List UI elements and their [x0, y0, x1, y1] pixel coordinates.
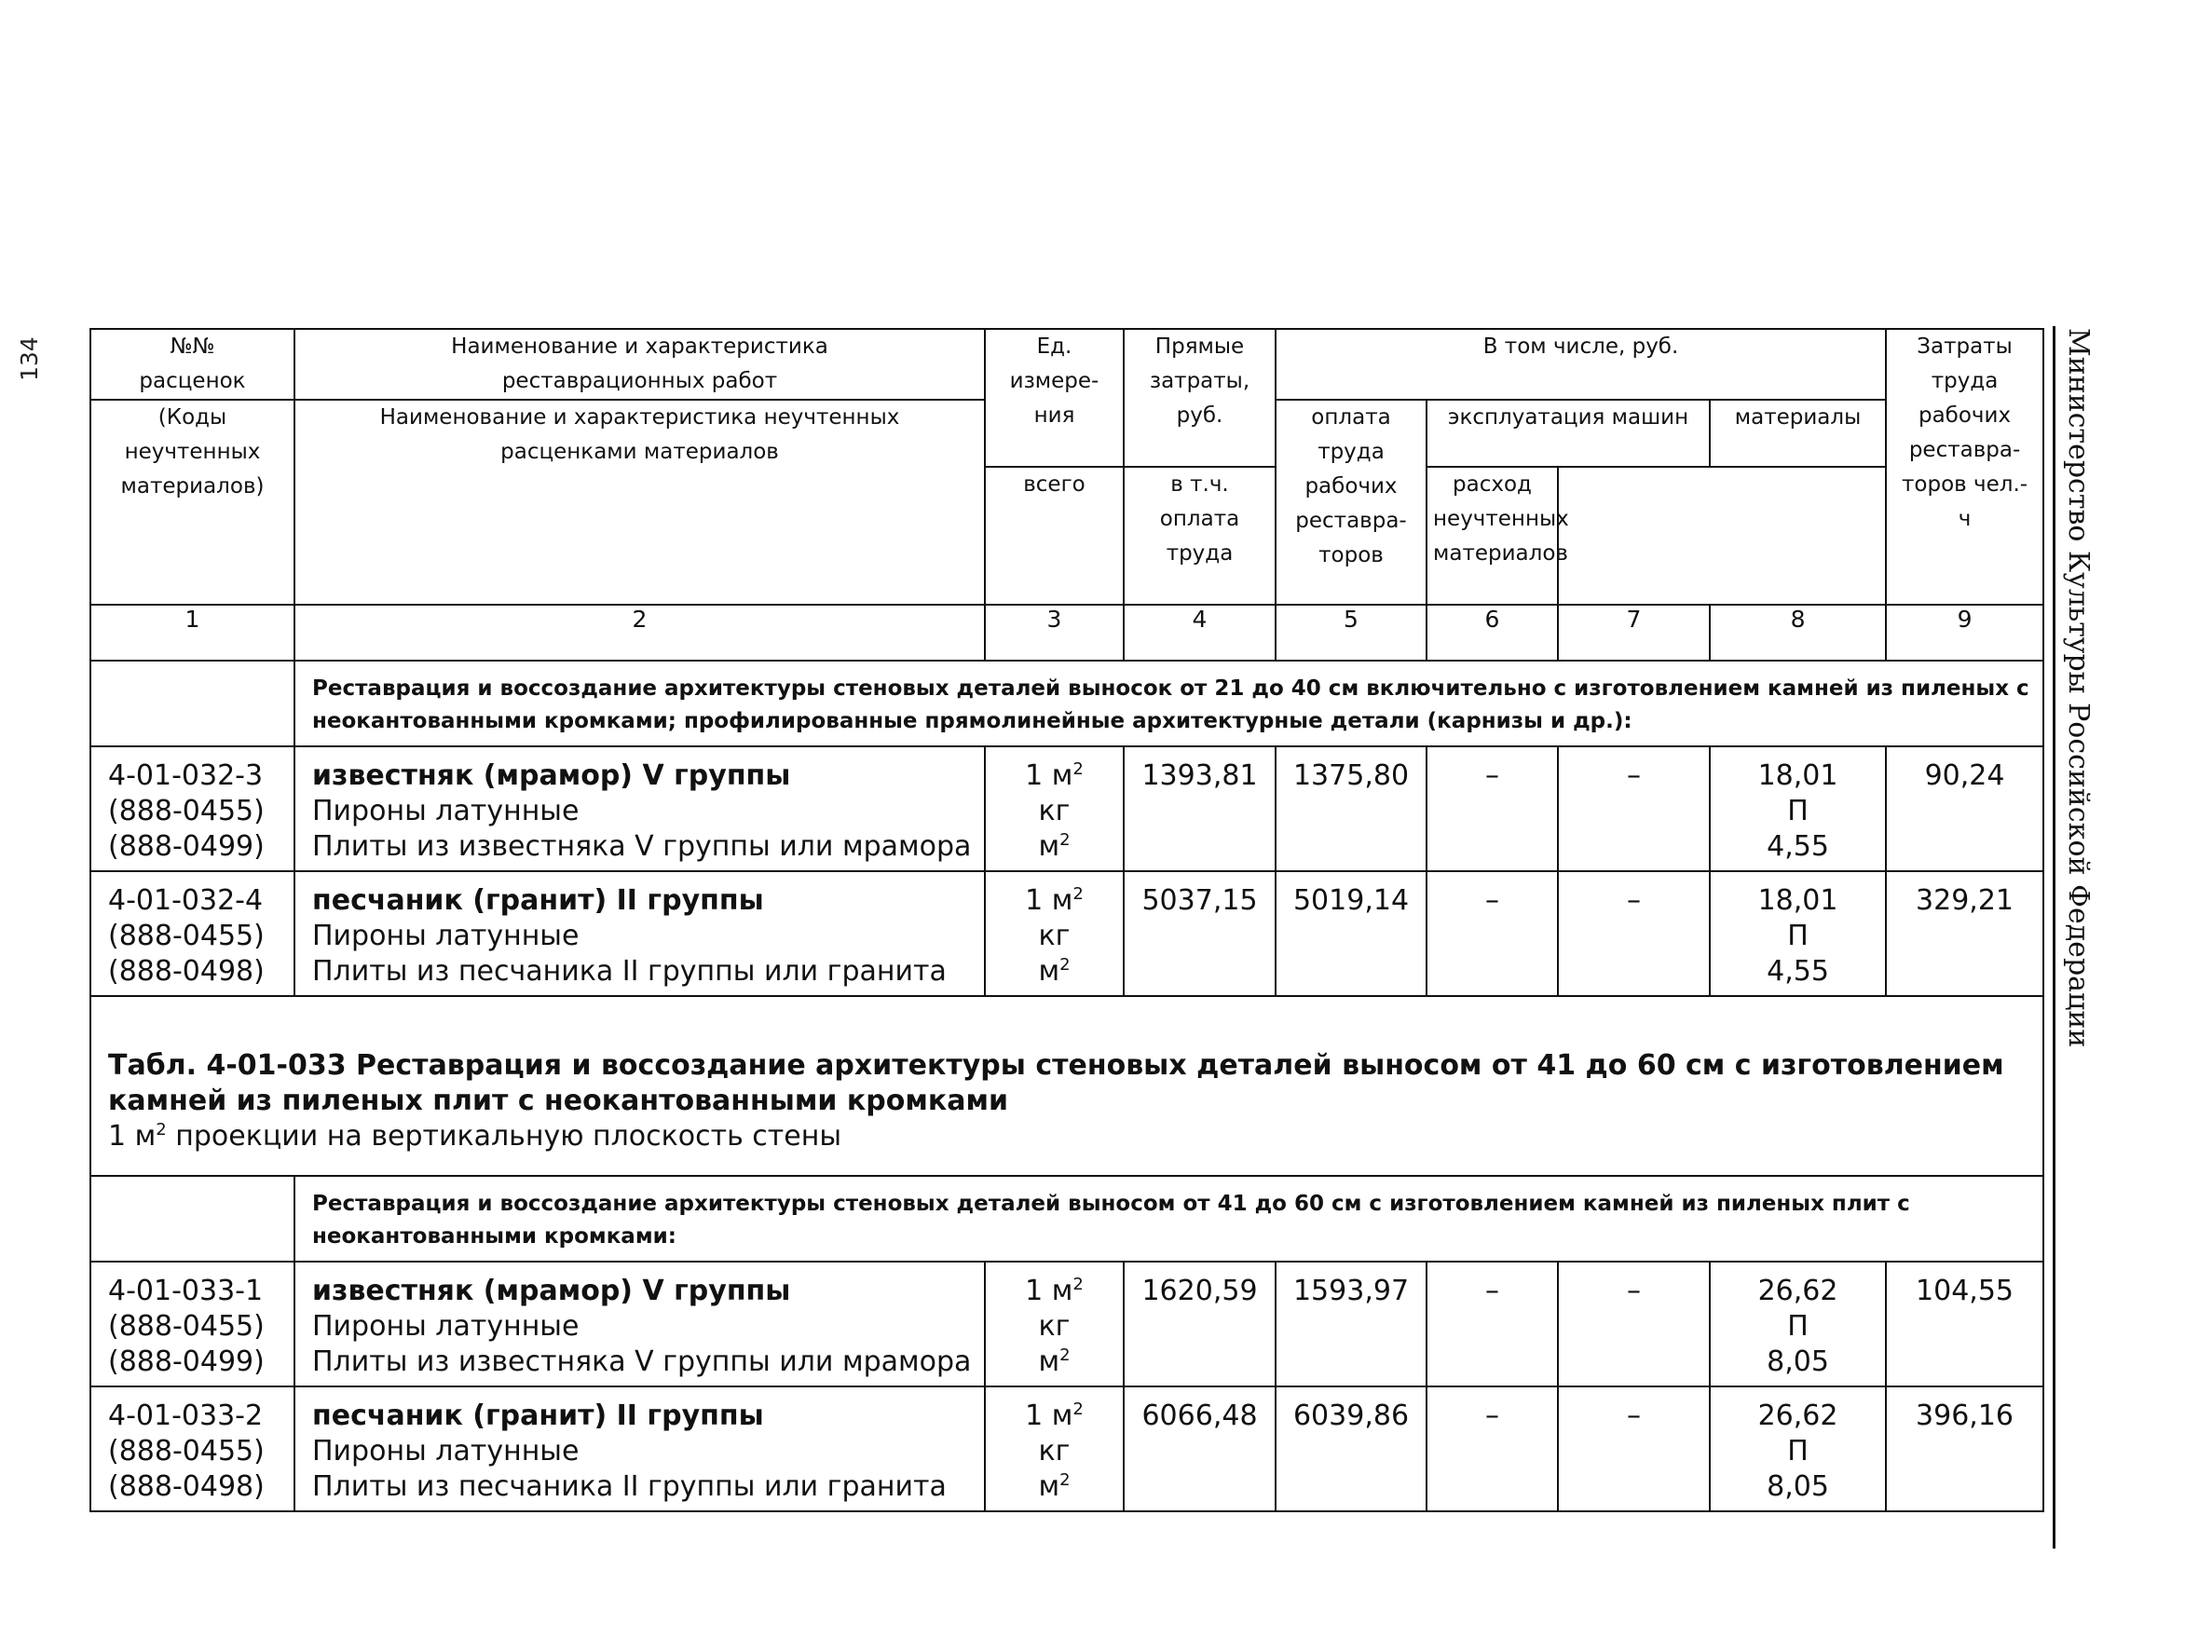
cell-hours: 329,21 — [1886, 871, 2043, 996]
unit-line — [986, 758, 1123, 794]
header-unit: Ед. измере-ния — [985, 329, 1124, 467]
rate-code-line-text: (888-0498) — [108, 1470, 265, 1503]
unit-line-text: м — [1038, 830, 1060, 863]
materials-line — [1711, 758, 1885, 794]
rate-units — [985, 746, 1124, 871]
rate-units — [985, 1386, 1124, 1511]
unit-line — [986, 829, 1123, 865]
superscript: 2 — [1072, 884, 1084, 904]
rate-name-line-text: Плиты из известняка V группы или мрамора — [312, 830, 972, 863]
rate-code-line — [108, 1469, 294, 1505]
rate-code-line-text: (888-0498) — [108, 955, 265, 988]
running-header: Министерство Культуры Российской Федерации — [2062, 328, 2095, 1048]
column-numbers-row — [90, 605, 2043, 661]
rate-names — [294, 871, 985, 996]
materials-line — [1711, 1469, 1885, 1505]
cell-labor: 5019,14 — [1276, 871, 1427, 996]
unit-line-text: кг — [1038, 920, 1071, 952]
rate-code-line-text: (888-0499) — [108, 830, 265, 863]
unit-line — [986, 919, 1123, 954]
column-number: 7 — [1558, 605, 1710, 661]
materials-line-text: 18,01 — [1757, 884, 1838, 917]
rate-name-line-text: Пироны латунные — [312, 1310, 580, 1343]
rate-name-line — [312, 758, 976, 794]
table-row — [90, 1262, 2043, 1386]
cell-direct: 5037,15 — [1124, 871, 1276, 996]
unit-line-text: кг — [1038, 795, 1071, 827]
header-name-bottom: Наименование и характеристика неучтенных расценками материалов — [294, 400, 985, 605]
section-row — [90, 1176, 2043, 1262]
rate-code-line-text: (888-0499) — [108, 1345, 265, 1378]
rate-name-line — [312, 1309, 976, 1345]
rate-name-line-text: Плиты из песчаника II группы или гранита — [312, 1470, 947, 1503]
column-number: 4 — [1124, 605, 1276, 661]
materials-line-text: 18,01 — [1757, 759, 1838, 792]
table-row — [90, 1386, 2043, 1511]
unit-line-text: 1 м — [1025, 884, 1073, 917]
rate-codes — [90, 1262, 294, 1386]
table-title-text: Табл. 4-01-033 Реставрация и воссоздание архитектуры стеновых деталей выносом от 41 до 60 см с изготовлением камней из пиленых плит с неокантованными кромками — [108, 1049, 2004, 1117]
unit-line-text: кг — [1038, 1310, 1071, 1343]
rate-name-line-text: песчаник (гранит) II группы — [312, 884, 764, 917]
rate-code-line-text: (888-0455) — [108, 795, 265, 827]
superscript: 2 — [1059, 1345, 1071, 1365]
section-row — [90, 661, 2043, 746]
unit-line — [986, 1469, 1123, 1505]
header-code-top: №№ расценок — [90, 329, 294, 400]
rate-name-line-text: Пироны латунные — [312, 920, 580, 952]
rate-name-line — [312, 954, 976, 990]
materials-line — [1711, 829, 1885, 865]
unit-line — [986, 1434, 1123, 1469]
cell-direct: 1393,81 — [1124, 746, 1276, 871]
header-machines-labor: в т.ч. оплата труда — [1124, 467, 1276, 605]
materials-line-text: П — [1787, 1310, 1809, 1343]
rate-code-line — [108, 829, 294, 865]
rate-name-line — [312, 829, 976, 865]
table-title — [90, 996, 2043, 1176]
header-direct-cost: Прямые затраты, руб. — [1124, 329, 1276, 467]
unit-line — [986, 954, 1123, 990]
cell-hours: 90,24 — [1886, 746, 2043, 871]
table-row — [90, 746, 2043, 871]
cell-labor: 1593,97 — [1276, 1262, 1427, 1386]
rate-code-line-text: (888-0455) — [108, 920, 265, 952]
rate-code-line — [108, 1274, 294, 1309]
rate-codes — [90, 1386, 294, 1511]
rate-materials — [1710, 1386, 1886, 1511]
rate-names — [294, 1386, 985, 1511]
cell-labor: 6039,86 — [1276, 1386, 1427, 1511]
rate-name-line — [312, 1469, 976, 1505]
unit-line — [986, 883, 1123, 919]
header-materials: материалы — [1710, 400, 1886, 467]
unit-line-text: м — [1038, 1345, 1060, 1378]
column-number: 2 — [294, 605, 985, 661]
materials-line-text: П — [1787, 920, 1809, 952]
unit-line-text: 1 м — [1025, 1399, 1073, 1432]
rate-code-line — [108, 954, 294, 990]
rate-name-line — [312, 883, 976, 919]
unit-line-text: м — [1038, 1470, 1060, 1503]
cell-machines-total: – — [1427, 871, 1558, 996]
cell-hours: 396,16 — [1886, 1386, 2043, 1511]
cell-machines-labor: – — [1558, 1262, 1710, 1386]
superscript: 2 — [156, 1120, 167, 1140]
cell-machines-labor: – — [1558, 871, 1710, 996]
rate-name-line — [312, 919, 976, 954]
unit-line — [986, 1399, 1123, 1434]
rate-name-line-text: Плиты из песчаника II группы или гранита — [312, 955, 947, 988]
materials-line-text: П — [1787, 795, 1809, 827]
rate-code-line — [108, 883, 294, 919]
rate-code-line — [108, 1309, 294, 1345]
materials-line — [1711, 954, 1885, 990]
rate-name-line — [312, 1345, 976, 1380]
rate-units — [985, 1262, 1124, 1386]
rate-units — [985, 871, 1124, 996]
materials-line-text: 8,05 — [1767, 1345, 1829, 1378]
section-heading: Реставрация и воссоздание архитектуры стеновых деталей выносом от 41 до 60 см с изготовлением камней из пиленых плит с неокантованными кромками: — [294, 1176, 2043, 1262]
rate-name-line-text: Пироны латунные — [312, 795, 580, 827]
materials-line — [1711, 1434, 1885, 1469]
materials-line — [1711, 1274, 1885, 1309]
table-subtitle — [108, 1119, 2024, 1154]
section-code-empty — [90, 661, 294, 746]
cell-labor: 1375,80 — [1276, 746, 1427, 871]
materials-line — [1711, 1345, 1885, 1380]
rate-code-line — [108, 1345, 294, 1380]
rate-code-line — [108, 758, 294, 794]
cell-machines-total: – — [1427, 746, 1558, 871]
table-row — [90, 871, 2043, 996]
rate-name-line-text: Пироны латунные — [312, 1435, 580, 1468]
cell-machines-labor: – — [1558, 1386, 1710, 1511]
superscript: 2 — [1072, 759, 1084, 779]
rate-code-line-text: 4-01-032-4 — [108, 884, 264, 917]
header-code-bottom: (Коды неучтенных материалов) — [90, 400, 294, 605]
unit-line-text: кг — [1038, 1435, 1071, 1468]
rate-name-line-text: известняк (мрамор) V группы — [312, 759, 791, 792]
column-number: 5 — [1276, 605, 1427, 661]
superscript: 2 — [1072, 1275, 1084, 1294]
superscript: 2 — [1059, 830, 1071, 850]
materials-line — [1711, 919, 1885, 954]
materials-line — [1711, 1399, 1885, 1434]
rate-name-line — [312, 1434, 976, 1469]
header-materials-consumption: расход неучтенных материалов — [1427, 467, 1558, 605]
rate-code-line — [108, 1399, 294, 1434]
header-labor-hours: Затраты труда рабочих реставра-торов чел.-ч — [1886, 329, 2043, 605]
rate-materials — [1710, 746, 1886, 871]
cell-direct: 1620,59 — [1124, 1262, 1276, 1386]
materials-line-text: 4,55 — [1767, 830, 1829, 863]
column-number: 8 — [1710, 605, 1886, 661]
header-machines: эксплуатация машин — [1427, 400, 1710, 467]
rate-name-line-text: Плиты из известняка V группы или мрамора — [312, 1345, 972, 1378]
rate-code-line-text: 4-01-032-3 — [108, 759, 264, 792]
rate-code-line-text: (888-0455) — [108, 1435, 265, 1468]
table-title-row — [90, 996, 2043, 1176]
materials-line-text: 26,62 — [1757, 1275, 1838, 1307]
materials-line — [1711, 1309, 1885, 1345]
materials-line-text: 26,62 — [1757, 1399, 1838, 1432]
rate-name-line-text: песчаник (гранит) II группы — [312, 1399, 764, 1432]
rate-name-line — [312, 1399, 976, 1434]
superscript: 2 — [1059, 1470, 1071, 1490]
rate-materials — [1710, 1262, 1886, 1386]
rate-codes — [90, 746, 294, 871]
column-number: 9 — [1886, 605, 2043, 661]
unit-line — [986, 794, 1123, 829]
column-number: 3 — [985, 605, 1124, 661]
rates-table — [89, 328, 2044, 1512]
column-number: 1 — [90, 605, 294, 661]
unit-line-text: 1 м — [1025, 1275, 1073, 1307]
cell-machines-labor: – — [1558, 746, 1710, 871]
header-row-1 — [90, 329, 2043, 400]
materials-line — [1711, 883, 1885, 919]
unit-line — [986, 1345, 1123, 1380]
header-including: В том числе, руб. — [1276, 329, 1886, 400]
rate-code-line-text: (888-0455) — [108, 1310, 265, 1343]
cell-direct: 6066,48 — [1124, 1386, 1276, 1511]
rate-code-line — [108, 919, 294, 954]
materials-line-text: 8,05 — [1767, 1470, 1829, 1503]
rate-names — [294, 746, 985, 871]
header-labor-cost: оплата труда рабочих реставра-торов — [1276, 400, 1427, 605]
superscript: 2 — [1059, 955, 1071, 975]
unit-line-text: м — [1038, 955, 1060, 988]
unit-line — [986, 1274, 1123, 1309]
subtitle-unit: 1 м — [108, 1120, 157, 1153]
header-name-top: Наименование и характеристика реставрационных работ — [294, 329, 985, 400]
column-number: 6 — [1427, 605, 1558, 661]
cell-machines-total: – — [1427, 1386, 1558, 1511]
rate-code-line-text: 4-01-033-1 — [108, 1275, 264, 1307]
rate-names — [294, 1262, 985, 1386]
materials-line-text: П — [1787, 1435, 1809, 1468]
cell-machines-total: – — [1427, 1262, 1558, 1386]
rate-name-line-text: известняк (мрамор) V группы — [312, 1275, 791, 1307]
rate-code-line — [108, 1434, 294, 1469]
cell-hours: 104,55 — [1886, 1262, 2043, 1386]
superscript: 2 — [1072, 1399, 1084, 1419]
rate-name-line — [312, 794, 976, 829]
rate-materials — [1710, 871, 1886, 996]
rate-code-line — [108, 794, 294, 829]
header-machines-total: всего — [985, 467, 1124, 605]
unit-line — [986, 1309, 1123, 1345]
rate-code-line-text: 4-01-033-2 — [108, 1399, 264, 1432]
rate-name-line — [312, 1274, 976, 1309]
section-code-empty — [90, 1176, 294, 1262]
subtitle-rest: проекции на вертикальную плоскость стены — [166, 1120, 842, 1153]
materials-line-text: 4,55 — [1767, 955, 1829, 988]
section-heading: Реставрация и воссоздание архитектуры стеновых деталей выносок от 21 до 40 см включительно с изготовлением камней из пиленых с неокантованными кромками; профилированные прямолинейные архитектурные детали (карнизы и др.): — [294, 661, 2043, 746]
materials-line — [1711, 794, 1885, 829]
unit-line-text: 1 м — [1025, 759, 1073, 792]
rate-codes — [90, 871, 294, 996]
page-number: 134 — [16, 336, 43, 381]
